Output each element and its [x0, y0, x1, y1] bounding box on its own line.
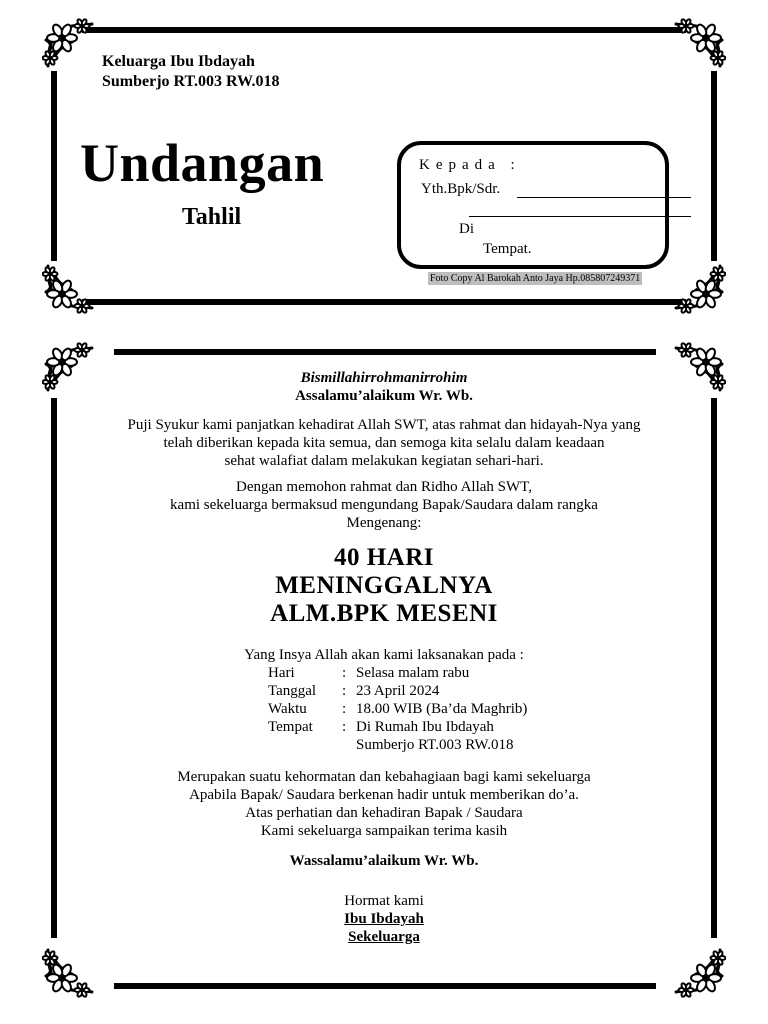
- paragraph-1-line-1: Puji Syukur kami panjatkan kehadirat Allah SWT, atas rahmat dan hidayah-Nya yang: [127, 417, 641, 433]
- corner-ornament-bottom-left: [42, 944, 98, 1000]
- basmalah: Bismillahirrohmanirrohim: [300, 370, 468, 386]
- sender-address: Sumberjo RT.003 RW.018: [102, 73, 280, 90]
- event-intro: Yang Insya Allah akan kami laksanakan pada :: [244, 647, 524, 663]
- detail-value-waktu: 18.00 WIB (Ba’da Maghrib): [356, 701, 528, 717]
- corner-ornament-top-right: [670, 16, 726, 72]
- salam-closing: Wassalamu’alaikum Wr. Wb.: [289, 853, 479, 869]
- corner-ornament-bottom-right: [670, 260, 726, 316]
- headline-line-3: ALM.BPK MESENI: [270, 600, 498, 627]
- detail-value-tempat: Di Rumah Ibu Ibdayah: [356, 719, 494, 735]
- address-yth: Yth.Bpk/Sdr.: [421, 181, 501, 197]
- signer-family-wrap: [42, 928, 726, 946]
- floral-ornament-icon: [42, 16, 98, 72]
- detail-label-hari: Hari: [268, 665, 295, 681]
- paragraph-1-line-2: telah diberikan kepada kita semua, dan semoga kita selalu dalam keadaan: [163, 435, 605, 451]
- detail-colon: :: [342, 719, 347, 735]
- closing-line-1: Merupakan suatu kehormatan dan kebahagiaan bagi kami sekeluarga: [177, 769, 591, 785]
- invitation-subtitle: Tahlil: [182, 204, 242, 230]
- detail-colon: :: [342, 701, 347, 717]
- closing-line-2: Apabila Bapak/ Saudara berkenan hadir untuk memberikan do’a.: [189, 787, 579, 803]
- address-line: [517, 197, 691, 198]
- paragraph-2-line-2: kami sekeluarga bermaksud mengundang Bapak/Saudara dalam rangka: [170, 497, 598, 513]
- corner-ornament-bottom-left: [42, 260, 98, 316]
- floral-ornament-icon: [42, 260, 98, 316]
- paragraph-2-line-3: Mengenang:: [346, 515, 422, 531]
- detail-value-tanggal: 23 April 2024: [356, 683, 440, 699]
- closing-line-3: Atas perhatian dan kehadiran Bapak / Saudara: [245, 805, 523, 821]
- salam-opening: Assalamu’alaikum Wr. Wb.: [295, 388, 473, 404]
- detail-colon: :: [342, 683, 347, 699]
- detail-value-address: Sumberjo RT.003 RW.018: [356, 737, 514, 753]
- signoff: Hormat kami: [344, 893, 424, 909]
- detail-colon: :: [342, 665, 347, 681]
- floral-ornament-icon: [670, 944, 726, 1000]
- signer-name: Ibu Ibdayah: [344, 911, 424, 927]
- print-shop-label: Foto Copy Al Barokah Anto Jaya Hp.085807249371: [430, 273, 641, 284]
- detail-label-waktu: Waktu: [268, 701, 307, 717]
- floral-ornament-icon: [670, 260, 726, 316]
- headline-line-2: MENINGGALNYA: [275, 572, 493, 599]
- detail-label-tempat: Tempat: [268, 719, 313, 735]
- address-kepada: Kepada :: [419, 157, 521, 173]
- address-line: [469, 216, 691, 217]
- paragraph-1-line-3: sehat walafiat dalam melakukan kegiatan sehari-hari.: [224, 453, 544, 469]
- paragraph-2-line-1: Dengan memohon rahmat dan Ridho Allah SWT,: [236, 479, 532, 495]
- invitation-title: Undangan: [80, 133, 325, 193]
- address-tempat: Tempat.: [483, 241, 532, 257]
- address-di: Di: [459, 221, 474, 237]
- sender-name: Keluarga Ibu Ibdayah: [102, 53, 255, 70]
- corner-ornament-bottom-right: [670, 944, 726, 1000]
- signer-name-wrap: [42, 910, 726, 928]
- detail-label-tanggal: Tanggal: [268, 683, 317, 699]
- headline-line-1: 40 HARI: [333, 544, 435, 571]
- floral-ornament-icon: [670, 16, 726, 72]
- address-box: [397, 141, 669, 269]
- floral-ornament-icon: [42, 944, 98, 1000]
- detail-value-hari: Selasa malam rabu: [356, 665, 470, 681]
- closing-line-4: Kami sekeluarga sampaikan terima kasih: [260, 823, 508, 839]
- envelope-panel: [42, 16, 726, 316]
- corner-ornament-top-left: [42, 16, 98, 72]
- signer-family: Sekeluarga: [348, 929, 420, 945]
- letter-panel: [42, 340, 726, 1000]
